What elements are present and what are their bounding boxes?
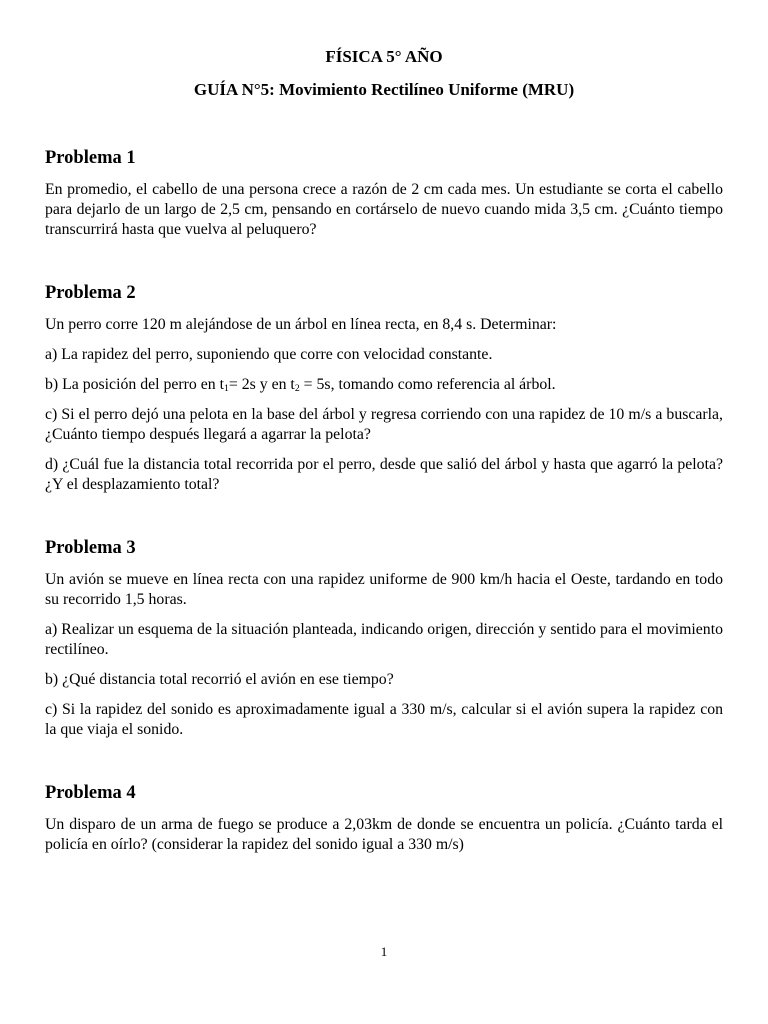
problem-2-section xyxy=(45,281,723,495)
sub-question-a xyxy=(45,620,723,660)
text-line: Un disparo de un arma de fuego se produce a 2,03km de donde se encuentra un policía. ¿Cuánto tarda el xyxy=(45,816,723,833)
subscript: 1 xyxy=(223,383,229,395)
text-line: En promedio, el cabello de una persona crece a razón de 2 cm cada mes. Un estudiante se corta el cabello xyxy=(45,181,723,198)
problem-statement xyxy=(45,180,723,240)
problem-4-section xyxy=(45,781,723,855)
text-segment: = 2s y en t xyxy=(228,376,295,393)
text-line: la que viaja el sonido. xyxy=(45,721,184,738)
text-line: d) ¿Cuál fue la distancia total recorrida por el perro, desde que salió del árbol y hasta que agarró la pelota? xyxy=(45,456,723,473)
text-segment: b) La posición del perro en t xyxy=(45,376,224,393)
problem-heading: Problema 4 xyxy=(45,783,136,803)
text-line: ¿Cuánto tiempo después llegará a agarrar la pelota? xyxy=(45,426,371,443)
problem-statement xyxy=(45,315,723,335)
subscript: 2 xyxy=(294,383,300,395)
problem-statement xyxy=(45,570,723,610)
problem-heading: Problema 1 xyxy=(45,148,136,168)
text-line: b) ¿Qué distancia total recorrió el avión en ese tiempo? xyxy=(45,671,394,688)
problem-heading: Problema 3 xyxy=(45,538,136,558)
sub-question-b xyxy=(45,375,723,395)
text-line: transcurrirá hasta que vuelva al peluquero? xyxy=(45,221,317,238)
text-line: c) Si la rapidez del sonido es aproximadamente igual a 330 m/s, calcular si el avión supera la rapidez con xyxy=(45,701,723,718)
problem-statement xyxy=(45,815,723,855)
text-line: ¿Y el desplazamiento total? xyxy=(45,476,220,493)
text-line: c) Si el perro dejó una pelota en la base del árbol y regresa corriendo con una rapidez de 10 m/s a buscarla, xyxy=(45,406,723,423)
text-line: para dejarlo de un largo de 2,5 cm, pensando en cortárselo de nuevo cuando mida 3,5 cm. ¿Cuánto tiempo xyxy=(45,201,723,218)
problem-heading: Problema 2 xyxy=(45,283,136,303)
text-line: policía en oírlo? (considerar la rapidez del sonido igual a 330 m/s) xyxy=(45,836,464,853)
sub-question-c xyxy=(45,405,723,445)
text-segment: = 5s, tomando como referencia al árbol. xyxy=(299,376,556,393)
problem-3-section xyxy=(45,536,723,740)
text-line: a) La rapidez del perro, suponiendo que corre con velocidad constante. xyxy=(45,346,493,363)
sub-question-b xyxy=(45,670,723,690)
sub-question-d xyxy=(45,455,723,495)
document-body xyxy=(45,47,723,855)
document-subtitle: GUÍA N°5: Movimiento Rectilíneo Uniforme (MRU) xyxy=(193,80,575,99)
text-line: su recorrido 1,5 horas. xyxy=(45,591,187,608)
text-line: a) Realizar un esquema de la situación planteada, indicando origen, dirección y sentido para el movimiento xyxy=(45,621,723,638)
problem-1-section xyxy=(45,146,723,240)
text-line: Un perro corre 120 m alejándose de un árbol en línea recta, en 8,4 s. Determinar: xyxy=(45,316,557,333)
text-line xyxy=(45,375,723,395)
sub-question-a xyxy=(45,345,723,365)
document-title: FÍSICA 5° AÑO xyxy=(325,47,443,66)
sub-question-c xyxy=(45,700,723,740)
text-line: Un avión se mueve en línea recta con una rapidez uniforme de 900 km/h hacia el Oeste, tardando en todo xyxy=(45,571,723,588)
page-number: 1 xyxy=(380,944,388,959)
text-line: rectilíneo. xyxy=(45,641,109,658)
